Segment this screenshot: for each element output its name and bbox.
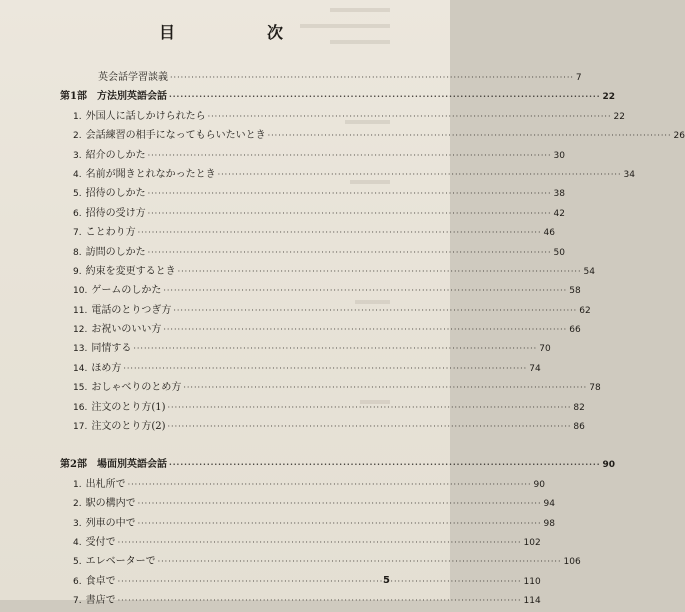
entry-title: ほめ方 [91, 362, 122, 374]
leader-dots [163, 281, 567, 300]
part-1-label: 第1部 [60, 91, 87, 103]
toc-heading: 目 次 [158, 23, 321, 42]
leader-dots [138, 494, 542, 513]
entry-number: 1. [73, 479, 82, 490]
entry-number: 6. [73, 576, 82, 587]
entry-page-number: 86 [573, 422, 585, 433]
toc-entry-row[interactable] [60, 494, 555, 513]
part-spacer [60, 436, 390, 455]
toc-entry-row[interactable] [60, 126, 685, 145]
entry-title: おしゃべりのとめ方 [91, 382, 182, 394]
leader-dots [148, 243, 552, 262]
leader-dots [163, 320, 567, 339]
entry-number: 2. [73, 131, 82, 142]
entry-page-number: 46 [543, 228, 555, 239]
toc-entry-row[interactable] [60, 339, 551, 358]
entry-title: エレベーターで [85, 556, 156, 568]
entry-number: 16. [73, 402, 88, 413]
toc-entry-row[interactable] [60, 378, 601, 397]
entry-title: ゲームのしかた [91, 285, 162, 297]
leader-dots [168, 398, 572, 417]
leader-dots [118, 572, 522, 591]
entry-number: 15. [73, 383, 88, 394]
entry-number: 13. [73, 344, 88, 355]
entry-title: 出札所で [85, 478, 126, 490]
toc-entry-row[interactable] [60, 165, 635, 184]
toc-entry-row[interactable] [60, 398, 585, 417]
leader-dots [183, 378, 587, 397]
entry-page-number: 50 [553, 247, 565, 258]
entry-title: 電話のとりつぎ方 [91, 304, 172, 316]
entry-page-number: 94 [543, 499, 555, 510]
table-of-contents [60, 68, 685, 611]
entry-title: 約束を変更するとき [85, 265, 176, 277]
entry-title: 招待の受け方 [85, 207, 146, 219]
leader-dots [128, 475, 532, 494]
entry-title: 外国人に話しかけられたら [85, 110, 206, 122]
entry-number: 1. [73, 111, 82, 122]
toc-entry-row[interactable] [60, 262, 595, 281]
entry-page-number: 70 [539, 344, 551, 355]
toc-entry-row[interactable] [60, 107, 625, 126]
entry-number: 14. [73, 363, 88, 374]
entry-title: 注文のとり方(2) [91, 421, 166, 433]
entry-number: 8. [73, 247, 82, 258]
page-folio: 5 [383, 575, 390, 586]
leader-dots [123, 359, 527, 378]
entry-page-number: 62 [579, 305, 591, 316]
entry-title: お祝いのいい方 [91, 324, 162, 336]
entry-number: 5. [73, 189, 82, 200]
toc-entry-row[interactable] [60, 184, 565, 203]
leader-dots [138, 514, 542, 533]
part-2-title: 場面別英語会話 [96, 459, 167, 471]
toc-entry-row[interactable] [60, 359, 541, 378]
toc-entry-row[interactable] [60, 223, 555, 242]
entry-page-number: 34 [623, 169, 635, 180]
entry-title: 受付で [85, 536, 116, 548]
leader-dots [173, 301, 577, 320]
intro-page-number: 7 [575, 73, 582, 83]
leader-dots [178, 262, 582, 281]
entry-title: 駅の構内で [85, 498, 136, 510]
entry-number: 5. [73, 557, 82, 568]
entry-page-number: 106 [563, 557, 581, 568]
leader-dots [169, 87, 601, 106]
entry-page-number: 78 [589, 383, 601, 394]
leader-dots [268, 126, 672, 145]
part-2-label: 第2部 [60, 459, 87, 471]
entry-number: 7. [73, 596, 82, 607]
leader-dots [118, 591, 522, 610]
toc-entry-row[interactable] [60, 572, 541, 591]
entry-page-number: 102 [523, 537, 541, 548]
entry-page-number: 66 [569, 325, 581, 336]
entry-page-number: 98 [543, 518, 555, 529]
toc-entry-row[interactable] [60, 417, 585, 436]
leader-dots [170, 68, 574, 87]
entry-number: 9. [73, 266, 82, 277]
toc-entry-row[interactable] [60, 146, 565, 165]
entry-title: 食卓で [85, 575, 116, 587]
leader-dots [118, 533, 522, 552]
part-1-entries [60, 107, 685, 437]
entry-number: 11. [73, 305, 88, 316]
toc-entry-row[interactable] [60, 281, 581, 300]
entry-title: 名前が聞きとれなかったとき [85, 168, 216, 180]
leader-dots [148, 146, 552, 165]
entry-page-number: 82 [573, 402, 585, 413]
entry-number: 12. [73, 325, 88, 336]
entry-title: 紹介のしかた [85, 149, 146, 161]
entry-page-number: 30 [553, 150, 565, 161]
entry-page-number: 26 [673, 131, 685, 142]
entry-title: 同情する [91, 343, 132, 355]
toc-entry-row[interactable] [60, 533, 541, 552]
entry-title: ことわり方 [85, 227, 136, 239]
entry-title: 訪問のしかた [85, 246, 146, 258]
entry-number: 3. [73, 150, 82, 161]
entry-title: 会話練習の相手になってもらいたいとき [85, 130, 266, 142]
part-2-page-number: 90 [602, 460, 616, 471]
entry-number: 3. [73, 518, 82, 529]
leader-dots [168, 417, 572, 436]
leader-dots [138, 223, 542, 242]
toc-entry-row[interactable] [60, 320, 581, 339]
toc-entry-row[interactable] [60, 204, 565, 223]
leader-dots [169, 455, 601, 474]
toc-entry-row[interactable] [60, 514, 555, 533]
entry-page-number: 42 [553, 208, 565, 219]
part-1-page-number: 22 [602, 92, 616, 103]
part-2-row[interactable] [60, 455, 616, 474]
leader-dots [218, 165, 622, 184]
intro-title: 英会話学習談義 [98, 72, 168, 83]
entry-page-number: 110 [523, 576, 541, 587]
toc-entry-row[interactable] [60, 591, 541, 610]
entry-page-number: 114 [523, 596, 541, 607]
entry-page-number: 74 [529, 363, 541, 374]
part-1-row[interactable] [60, 87, 616, 106]
toc-entry-row[interactable] [60, 301, 591, 320]
entry-number: 4. [73, 537, 82, 548]
entry-number: 17. [73, 422, 88, 433]
entry-page-number: 54 [583, 266, 595, 277]
entry-number: 4. [73, 169, 82, 180]
entry-page-number: 58 [569, 286, 581, 297]
entry-title: 書店で [85, 595, 116, 607]
toc-entry-row[interactable] [60, 552, 581, 571]
leader-dots [148, 204, 552, 223]
entry-page-number: 90 [533, 479, 545, 490]
entry-title: 列車の中で [85, 517, 136, 529]
leader-dots [158, 552, 562, 571]
entry-page-number: 38 [553, 189, 565, 200]
entry-number: 2. [73, 499, 82, 510]
entry-number: 10. [73, 286, 88, 297]
entry-number: 6. [73, 208, 82, 219]
leader-dots [148, 184, 552, 203]
toc-entry-row[interactable] [60, 243, 565, 262]
toc-intro-row[interactable] [60, 68, 582, 87]
leader-dots [208, 107, 612, 126]
part-2-entries [60, 475, 581, 611]
toc-entry-row[interactable] [60, 475, 545, 494]
entry-title: 招待のしかた [85, 188, 146, 200]
part-1-title: 方法別英語会話 [96, 91, 167, 103]
entry-number: 7. [73, 228, 82, 239]
entry-page-number: 22 [613, 111, 625, 122]
leader-dots [133, 339, 537, 358]
entry-title: 注文のとり方(1) [91, 401, 166, 413]
